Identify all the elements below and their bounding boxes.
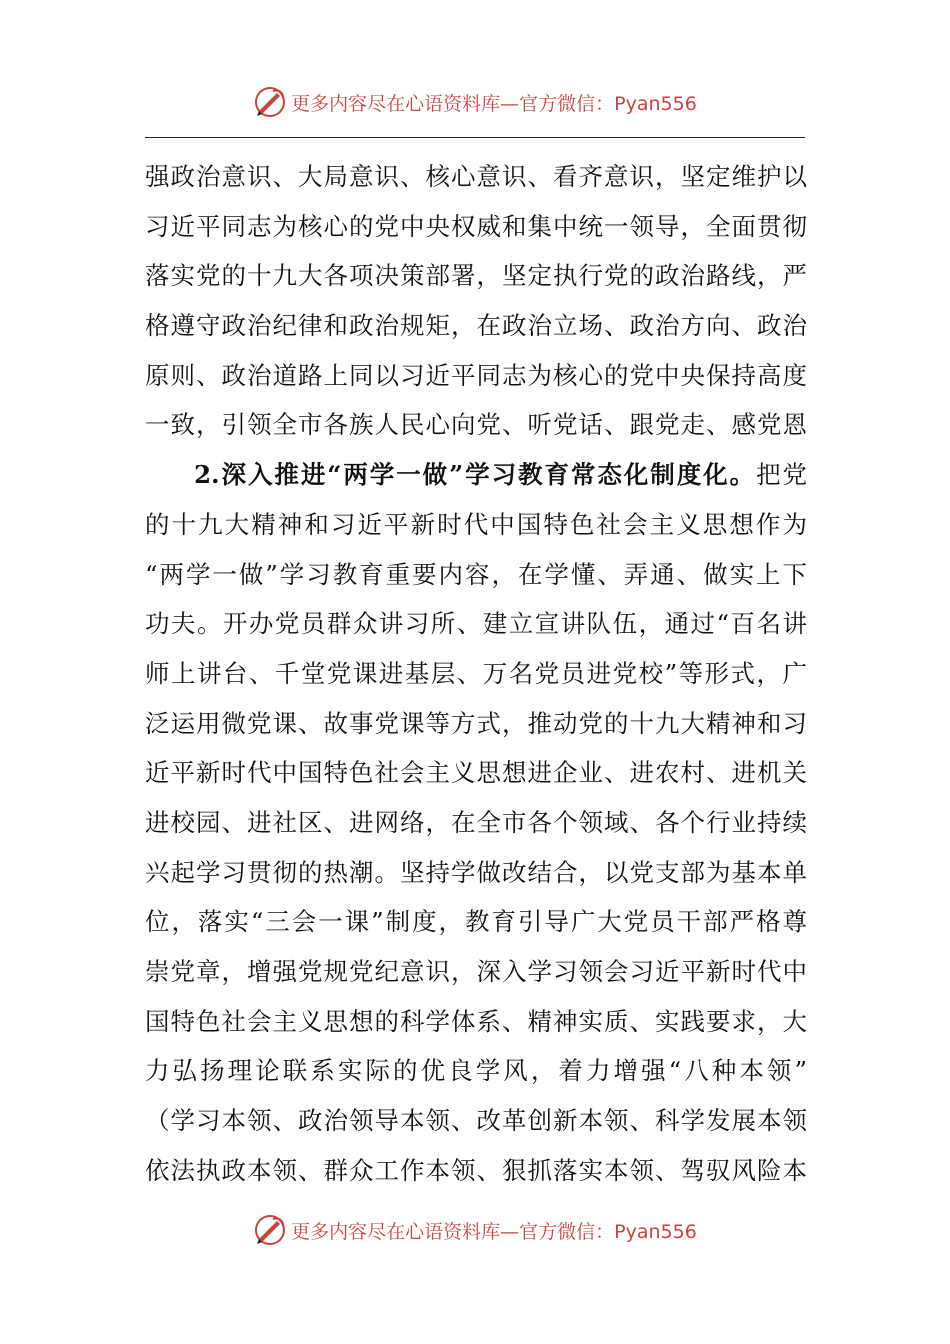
text-line: 国特色社会主义思想的科学体系、精神实质、实践要求，大 bbox=[145, 1006, 807, 1036]
page-footer bbox=[0, 1210, 950, 1250]
pen-circle-logo-icon bbox=[253, 85, 287, 119]
page-header bbox=[0, 82, 950, 122]
text-line: 原则、政治道路上同以习近平同志为核心的党中央保持高度 bbox=[145, 360, 807, 390]
section-heading: 2.深入推进“两学一做”学习教育常态化制度化。 bbox=[194, 460, 757, 490]
header-brand-id: Pyan556 bbox=[614, 92, 697, 115]
text-line: 位，落实“三会一课”制度，教育引导广大党员干部严格尊 bbox=[145, 907, 807, 937]
text-line: 师上讲台、千堂党课进基层、万名党员进党校”等形式，广 bbox=[145, 658, 807, 688]
document-body bbox=[145, 152, 807, 1195]
text-line: 落实党的十九大各项决策部署，坚定执行党的政治路线，严 bbox=[145, 261, 807, 291]
text-line: 兴起学习贯彻的热潮。坚持学做改结合，以党支部为基本单 bbox=[145, 857, 807, 887]
text-line: 强政治意识、大局意识、核心意识、看齐意识，坚定维护以 bbox=[145, 162, 807, 191]
text-line: 一致，引领全市各族人民心向党、听党话、跟党走、感党恩 bbox=[145, 410, 807, 440]
text-line: “两学一做”学习教育重要内容，在学懂、弄通、做实上下 bbox=[145, 559, 807, 589]
text-line: 习近平同志为核心的党中央权威和集中统一领导，全面贯彻 bbox=[145, 211, 807, 241]
text-line: 功夫。开办党员群众讲习所、建立宣讲队伍，通过“百名讲 bbox=[145, 609, 807, 639]
text-line: 进校园、进社区、进网络，在全市各个领域、各个行业持续 bbox=[145, 807, 807, 837]
text-line: 崇党章，增强党规党纪意识，深入学习领会习近平新时代中 bbox=[145, 957, 807, 986]
pen-circle-logo-icon bbox=[253, 1213, 287, 1247]
footer-brand-text: 更多内容尽在心语资料库—官方微信： bbox=[291, 1220, 615, 1243]
footer-brand-id: Pyan556 bbox=[614, 1220, 697, 1243]
footer-brand bbox=[291, 1217, 697, 1244]
text-line: 力弘扬理论联系实际的优良学风，着力增强“八种本领” bbox=[145, 1056, 807, 1086]
text-line: 近平新时代中国特色社会主义思想进企业、进农村、进机关 bbox=[145, 758, 807, 788]
text-line: 格遵守政治纪律和政治规矩，在政治立场、政治方向、政治 bbox=[145, 311, 807, 341]
header-brand-text: 更多内容尽在心语资料库—官方微信： bbox=[291, 92, 615, 115]
header-brand bbox=[291, 89, 697, 116]
text-line: （学习本领、政治领导本领、改革创新本领、科学发展本领 bbox=[145, 1106, 807, 1136]
text-line: 的十九大精神和习近平新时代中国特色社会主义思想作为 bbox=[145, 509, 807, 539]
section-heading-line: 2.深入推进“两学一做”学习教育常态化制度化。把党 bbox=[194, 460, 807, 490]
header-rule bbox=[145, 137, 805, 138]
text-line: 泛运用微党课、故事党课等方式，推动党的十九大精神和习 bbox=[145, 708, 807, 738]
text-line: 依法执政本领、群众工作本领、狠抓落实本领、驾驭风险本 bbox=[145, 1155, 807, 1185]
